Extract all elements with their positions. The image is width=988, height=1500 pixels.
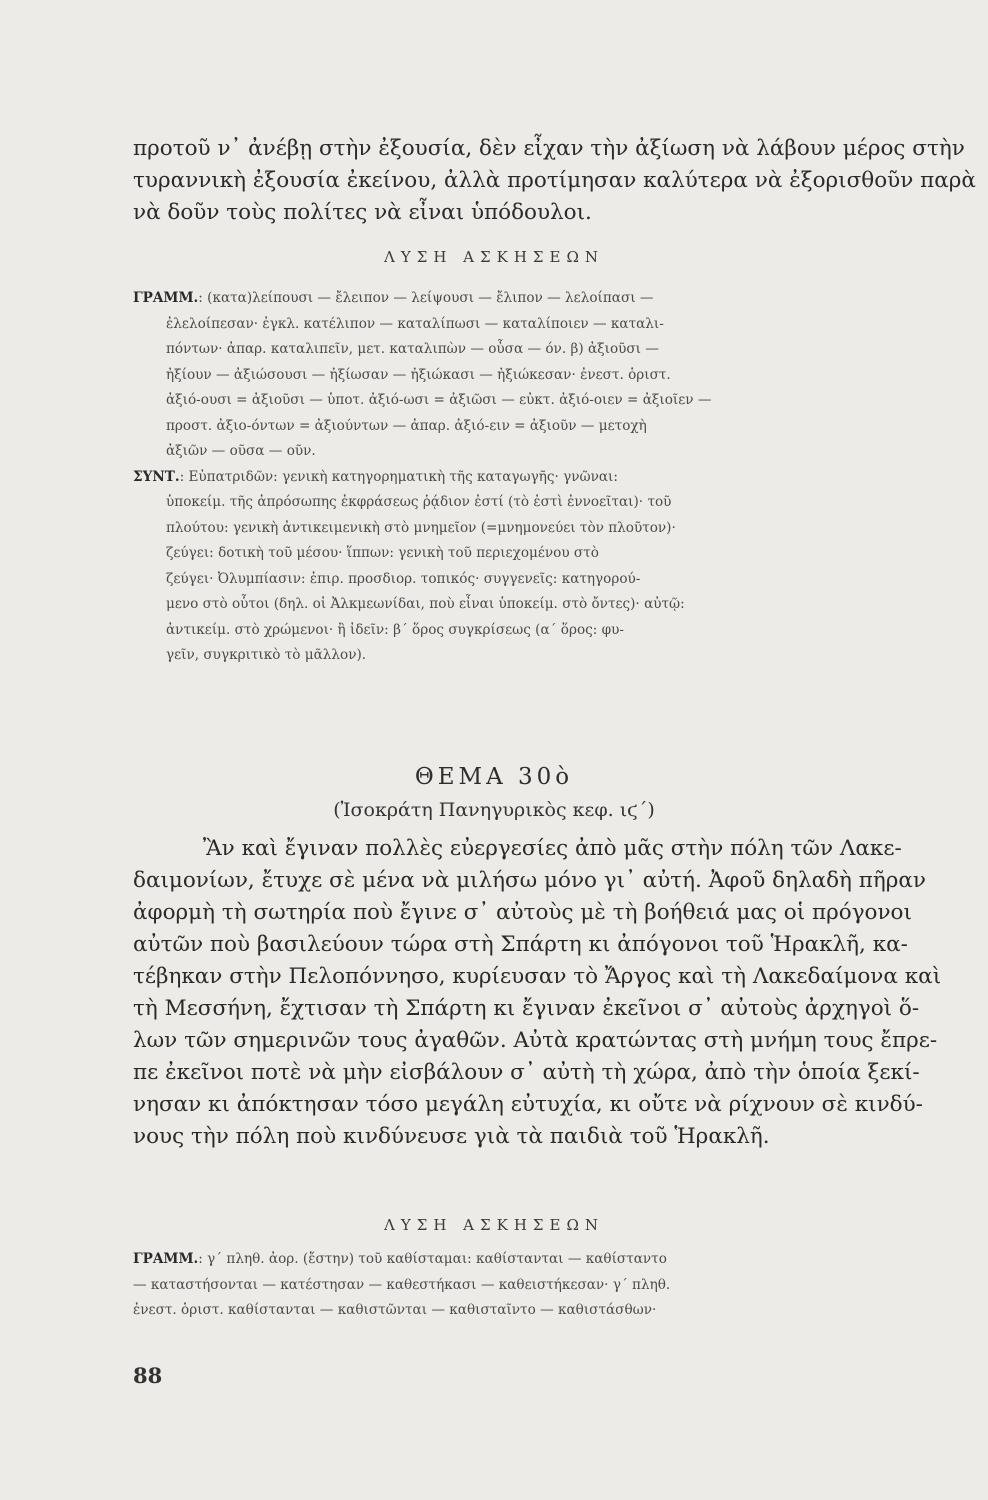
page-number: 88 <box>133 1363 163 1388</box>
exercise-line: μενο στὸ οὗτοι (δηλ. οἱ Ἀλκμεωνίδαι, ποὺ εἶναι ὑποκείμ. στὸ ὄντες)· αὐτῷ: <box>166 596 685 612</box>
exercise-line: προστ. ἀξιο-όντων = ἀξιούντων — ἀπαρ. ἀξιό-ειν = ἀξιοῦν — μετοχὴ <box>166 417 647 434</box>
exercise-line <box>133 465 925 491</box>
text-line: πε ἐκεῖνοι ποτὲ νὰ μὴν εἰσβάλουν σ᾽ αὐτὴ τὴ χώρα, ἀπὸ τὴν ὁποία ξεκί- <box>133 1060 920 1085</box>
section-lead: ΓΡΑΜΜ. <box>133 1251 199 1267</box>
text-line: αὐτῶν ποὺ βασιλεύουν τώρα στὴ Σπάρτη κι ἀπόγονοι τοῦ Ἡρακλῆ, κα- <box>133 932 908 957</box>
exercise-line: πλούτου: γενικὴ ἀντικειμενικὴ στὸ μνημεῖον (=μνημονεύει τὸν πλοῦτον)· <box>166 519 676 536</box>
section-heading: ΛΥΣΗ ΑΣΚΗΣΕΩΝ <box>383 248 605 266</box>
exercise-line: ἀντικείμ. στὸ χρώμενοι· ἢ ἰδεῖν: β΄ ὅρος συγκρίσεως (α΄ ὅρος: φυ- <box>166 621 625 638</box>
text-line: νους τὴν πόλη ποὺ κινδύνευσε γιὰ τὰ παιδιὰ τοῦ Ἡρακλῆ. <box>133 1124 770 1149</box>
exercise-solution-2 <box>133 1247 925 1324</box>
section-lead: ΓΡΑΜΜ. <box>133 290 199 306</box>
exercise-line: ἐνεστ. ὁριστ. καθίστανται — καθιστῶνται — καθισταῖντο — καθιστάσθων· <box>133 1302 657 1318</box>
exercise-line: ζεύγει: δοτικὴ τοῦ μέσου· ἵππων: γενικὴ τοῦ περιεχομένου στὸ <box>166 545 599 561</box>
exercise-line: πόντων· ἀπαρ. καταλιπεῖν, μετ. καταλιπὼν — οὖσα — όν. β) ἀξιοῦσι — <box>166 341 659 357</box>
text-line: νησαν κι ἀπόκτησαν τόσο μεγάλη εὐτυχία, κι οὔτε νὰ ρίχνουν σὲ κινδύ- <box>133 1092 923 1117</box>
text-line: δαιμονίων, ἔτυχε σὲ μένα νὰ μιλήσω μόνο γι᾽ αὐτή. Ἀφοῦ δηλαδὴ πῆραν <box>133 868 927 893</box>
line-text: : γ΄ πληθ. ἀορ. (ἔστην) τοῦ καθίσταμαι: καθίστανται — καθίσταντο <box>198 1251 667 1267</box>
text-line: τυραννικὴ ἐξουσία ἐκείνου, ἀλλὰ προτίμησαν καλύτερα νὰ ἐξορισθοῦν παρὰ <box>133 168 976 193</box>
text-line: Ἂν καὶ ἔγιναν πολλὲς εὐεργεσίες ἀπὸ μᾶς στὴν πόλη τῶν Λακε- <box>203 836 902 861</box>
text-line: προτοῦ ν᾽ ἀνέβῃ στὴν ἐξουσία, δὲν εἶχαν τὴν ἀξίωση νὰ λάβουν μέρος στὴν <box>133 136 965 161</box>
text-line: ἀφορμὴ τὴ σωτηρία ποὺ ἔγινε σ᾽ αὐτοὺς μὲ τὴ βοήθειά μας οἱ πρόγονοι <box>133 900 912 925</box>
exercise-line: ὑποκείμ. τῆς ἀπρόσωπης ἐκφράσεως ῥᾴδιον ἐστί (τὸ ἐστὶ ἐννοεῖται)· τοῦ <box>166 494 672 510</box>
exercise-line: γεῖν, συγκριτικὸ τὸ μᾶλλον). <box>166 647 367 663</box>
text-line: λων τῶν σημερινῶν τους ἀγαθῶν. Αὐτὰ κρατώντας στὴ μνήμη τους ἔπρε- <box>133 1028 938 1053</box>
exercise-line: ζεύγει· Ὀλυμπίασιν: ἐπιρ. προσδιορ. τοπικός· συγγενεῖς: κατηγορού- <box>166 570 641 587</box>
line-text: : (κατα)λείπουσι — ἔλειπον — λείψουσι — ἔλιπον — λελοίπασι — <box>198 290 654 306</box>
text-line: τέβηκαν στὴν Πελοπόννησο, κυρίευσαν τὸ Ἄργος καὶ τὴ Λακεδαίμονα καὶ <box>133 964 942 989</box>
section-lead: ΣΥΝΤ. <box>133 468 180 485</box>
exercise-line: ἀξιό-ουσι = ἀξιοῦσι — ὑποτ. ἀξιό-ωσι = ἀξιῶσι — εὐκτ. ἀξιό-οιεν = ἀξιοῖεν — <box>166 392 712 408</box>
intro-paragraph <box>133 133 976 229</box>
exercise-line <box>133 286 925 312</box>
section-heading: ΛΥΣΗ ΑΣΚΗΣΕΩΝ <box>383 1216 605 1234</box>
exercise-line <box>133 1247 925 1273</box>
exercise-line: ἠξίουν — ἀξιώσουσι — ἠξίωσαν — ἠξιώκασι — ἠξιώκεσαν· ἐνεστ. ὁριστ. <box>166 366 671 383</box>
theme-source: (Ἰσοκράτη Πανηγυρικὸς κεφ. ιϛ΄) <box>333 799 655 821</box>
text-line: νὰ δοῦν τοὺς πολίτες νὰ εἶναι ὑπόδουλοι. <box>133 200 592 225</box>
line-text: : Εὐπατριδῶν: γενικὴ κατηγορηματικὴ τῆς καταγωγῆς· γνῶναι: <box>179 468 618 485</box>
text-line: τὴ Μεσσήνη, ἔχτισαν τὴ Σπάρτη κι ἔγιναν ἐκεῖνοι σ᾽ αὐτοὺς ἀρχηγοὶ ὅ- <box>133 996 920 1021</box>
exercise-line: ἀξιῶν — οῦσα — οῦν. <box>166 443 316 459</box>
exercise-line: ἐλελοίπεσαν· ἐγκλ. κατέλιπον — καταλίπωσι — καταλίποιεν — καταλι- <box>166 315 664 332</box>
exercise-line: — καταστήσονται — κατέστησαν — καθεστήκασι — καθειστήκεσαν· γ΄ πληθ. <box>133 1276 671 1293</box>
theme-paragraph <box>133 833 942 1153</box>
exercise-solution-1 <box>133 286 925 669</box>
theme-title: ΘΕΜΑ 30ὸ <box>414 764 574 790</box>
